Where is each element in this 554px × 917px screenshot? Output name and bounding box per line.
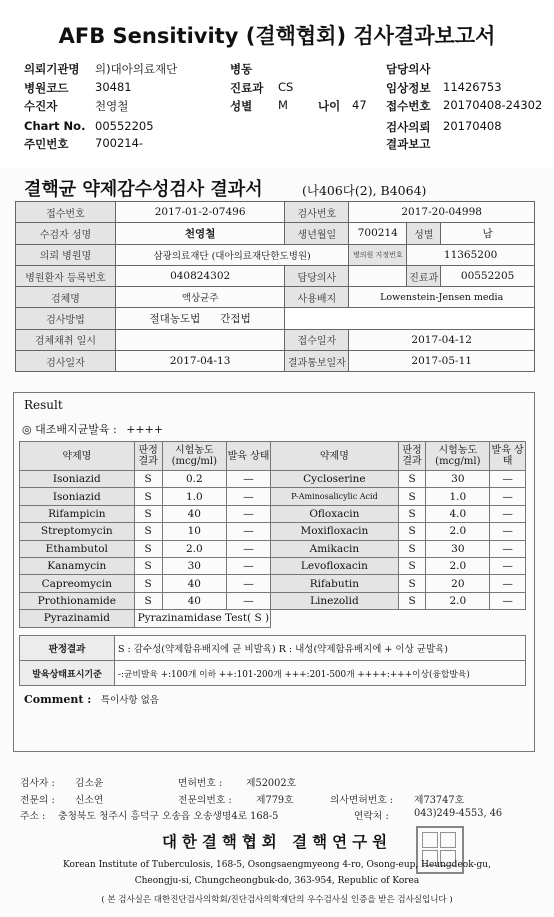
tester-license-value: 제52002호 (246, 778, 297, 789)
drug-left-judge: S (134, 540, 162, 557)
drug-right-name: Moxifloxacin (271, 523, 399, 540)
doctor-license-label: 의사면허번호 : (330, 795, 394, 806)
drug-left-judge: S (134, 471, 162, 488)
drug-right-name: Linezolid (271, 592, 399, 609)
drug-left-growth: — (226, 523, 270, 540)
receive-date-value: 2017-04-12 (349, 329, 535, 350)
sex-label: 성별 (407, 223, 441, 244)
col-growth-right: 발육 상태 (490, 442, 526, 471)
drug-right-name: P-Aminosalicylic Acid (271, 488, 399, 505)
col-drug-right: 약제명 (271, 442, 399, 471)
drug-right-judge: S (398, 557, 426, 574)
receipt-no-label: 접수번호 (386, 99, 431, 113)
drug-right-judge: S (398, 575, 426, 592)
pyrazinamid-blank (271, 610, 526, 627)
receipt-no-label: 접수번호 (16, 202, 116, 223)
dob-label: 생년월일 (285, 223, 349, 244)
drug-left-judge: S (134, 575, 162, 592)
chart-no-value: 00552205 (95, 119, 154, 133)
drug-left-conc: 40 (162, 592, 226, 609)
drug-left-name: Prothionamide (20, 592, 135, 609)
clinical-info-value: 11426753 (443, 80, 502, 94)
drug-sensitivity-table (19, 441, 526, 628)
patient-label: 수진자 (24, 99, 58, 113)
contact-label: 연락처 : (354, 811, 389, 822)
drug-right-name: Rifabutin (271, 575, 399, 592)
drug-left-name: Isoniazid (20, 471, 135, 488)
drug-left-growth: — (226, 488, 270, 505)
drug-right-growth: — (490, 557, 526, 574)
report-title: 결핵균 약제감수성검사 결과서 (24, 179, 263, 200)
col-drug-left: 약제명 (20, 442, 135, 471)
drug-right-growth: — (490, 523, 526, 540)
pyrazinamid-name: Pyrazinamid (20, 610, 135, 627)
drug-left-judge: S (134, 523, 162, 540)
drug-left-name: Kanamycin (20, 557, 135, 574)
col-growth-left: 발육 상태 (226, 442, 270, 471)
request-date-label: 검사의뢰 (386, 120, 431, 134)
drug-left-judge: S (134, 488, 162, 505)
drug-right-name: Amikacin (271, 540, 399, 557)
doctor-license-value: 제73747호 (414, 795, 465, 806)
designated-no-value: 11365200 (407, 244, 535, 265)
chart-no-label: Chart No. (24, 119, 86, 133)
drug-right-conc: 2.0 (426, 557, 490, 574)
institution-value: 의)대아의료재단 (95, 62, 178, 76)
patient-name-label: 수검자 성명 (16, 223, 116, 244)
table-row (20, 557, 526, 574)
growth-legend-text: -:균비발육 +:100개 이하 ++:101-200개 +++:201-500개 ++++:+++이상(융합발육) (115, 661, 526, 686)
drug-right-judge: S (398, 505, 426, 522)
certification-notice: ( 본 검사실은 대한진단검사의학회/진단검사의학재단의 우수검사실 인증을 받은 검사실입니다 ) (101, 895, 453, 905)
table-row (20, 575, 526, 592)
request-date-value: 20170408 (443, 119, 502, 133)
drug-left-growth: — (226, 540, 270, 557)
ward-label: 병동 (230, 62, 253, 76)
drug-right-conc: 20 (426, 575, 490, 592)
drug-right-growth: — (490, 488, 526, 505)
institute-name-korean: 대한결핵협회 결핵연구원 (161, 832, 393, 851)
receive-date-label: 접수일자 (285, 329, 349, 350)
dept-value: 00552205 (441, 265, 535, 286)
doctor-label: 담당의사 (386, 62, 431, 76)
drug-right-conc: 2.0 (426, 592, 490, 609)
drug-right-growth: — (490, 575, 526, 592)
designated-no-label: 병의원 지정번호 (349, 244, 407, 265)
drug-right-growth: — (490, 505, 526, 522)
clinical-info-label: 임상정보 (386, 81, 431, 95)
contact-value: 043)249-4553, 46 (414, 808, 503, 819)
dept-label: 진료과 (407, 265, 441, 286)
page-title: AFB Sensitivity (결핵협회) 검사결과보고서 (58, 24, 496, 48)
sex-value: 남 (441, 223, 535, 244)
control-growth (22, 421, 163, 437)
method-b: 간접법 (220, 313, 251, 326)
drug-right-conc: 1.0 (426, 488, 490, 505)
table-row (20, 488, 526, 505)
drug-right-judge: S (398, 488, 426, 505)
test-no-label: 검사번호 (285, 202, 349, 223)
reg-no-label: 병원환자 등록번호 (16, 265, 116, 286)
drug-left-growth: — (226, 557, 270, 574)
req-hospital-value: 삼광의료재단 (대아의료재단한도병원) (115, 244, 348, 265)
reg-no-value: 040824302 (115, 265, 285, 286)
dept-label: 진료과 (230, 81, 264, 95)
age-label: 나이 (318, 99, 341, 113)
control-growth-value: ++++ (126, 423, 164, 436)
drug-left-growth: — (226, 575, 270, 592)
attending-doctor-label: 담당의사 (285, 265, 349, 286)
dept-value: CS (278, 80, 294, 94)
col-conc-right: 시험농도 (mcg/ml) (426, 442, 490, 471)
institute-address-en-1: Korean Institute of Tuberculosis, 168-5, Osongsaengmyeong 4-ro, Osong-eup, Heungdeok-gu, (63, 860, 491, 870)
req-hospital-label: 의뢰 병원명 (16, 244, 116, 265)
drug-left-judge: S (134, 557, 162, 574)
result-heading: Result (24, 398, 63, 412)
drug-left-name: Rifampicin (20, 505, 135, 522)
specialist-label: 전문의 : (20, 795, 55, 806)
patient-name-value: 천영철 (115, 223, 285, 244)
table-row (20, 523, 526, 540)
address-value: 충청북도 청주시 흥덕구 오송읍 오송생명4로 168-5 (58, 811, 279, 822)
drug-left-judge: S (134, 505, 162, 522)
col-judge-left: 판정 결과 (134, 442, 162, 471)
method-value (115, 308, 285, 329)
drug-right-judge: S (398, 523, 426, 540)
collect-date-value (115, 329, 285, 350)
specimen-label: 검체명 (16, 287, 116, 308)
sex-label: 성별 (230, 99, 253, 113)
specimen-value: 액상균주 (115, 287, 285, 308)
dob-value: 700214 (349, 223, 407, 244)
receipt-no-value: 2017-01-2-07496 (115, 202, 285, 223)
table-row (20, 540, 526, 557)
drug-right-judge: S (398, 471, 426, 488)
report-subtitle: (나406다(2), B4064) (302, 183, 427, 198)
medium-label: 사용배지 (285, 287, 349, 308)
rrn-label: 주민번호 (24, 137, 69, 151)
patient-value: 천영철 (95, 99, 129, 113)
comment-value: 특이사항 없음 (100, 695, 159, 706)
growth-legend-label: 발육상태표시기준 (20, 661, 115, 686)
drug-right-conc: 2.0 (426, 523, 490, 540)
drug-right-judge: S (398, 540, 426, 557)
report-label: 결과보고 (386, 137, 431, 151)
drug-left-growth: — (226, 471, 270, 488)
attending-doctor-value (349, 265, 407, 286)
receipt-no-value: 20170408-24302 (443, 98, 543, 112)
drug-right-name: Levofloxacin (271, 557, 399, 574)
institution-label: 의뢰기관명 (24, 62, 80, 76)
drug-right-name: Cycloserine (271, 471, 399, 488)
drug-left-conc: 0.2 (162, 471, 226, 488)
test-date-label: 검사일자 (16, 351, 116, 372)
method-blank (285, 308, 535, 329)
judge-legend-label: 판정결과 (20, 636, 115, 661)
result-date-value: 2017-05-11 (349, 351, 535, 372)
drug-right-conc: 30 (426, 540, 490, 557)
drug-left-name: Ethambutol (20, 540, 135, 557)
tester-value: 김소윤 (75, 778, 104, 789)
drug-left-conc: 2.0 (162, 540, 226, 557)
drug-left-conc: 1.0 (162, 488, 226, 505)
col-judge-right: 판정 결과 (398, 442, 426, 471)
hospital-code-value: 30481 (95, 80, 132, 94)
age-value: 47 (352, 98, 367, 112)
specialist-no-value: 제779호 (256, 795, 294, 806)
drug-left-judge: S (134, 592, 162, 609)
drug-left-name: Capreomycin (20, 575, 135, 592)
patient-info-table (15, 201, 535, 372)
drug-left-name: Streptomycin (20, 523, 135, 540)
rrn-value: 700214- (95, 136, 144, 150)
method-a: 절대농도법 (149, 313, 201, 326)
col-conc-left: 시험농도 (mcg/ml) (162, 442, 226, 471)
table-row (20, 592, 526, 609)
drug-right-name: Ofloxacin (271, 505, 399, 522)
method-label: 검사방법 (16, 308, 116, 329)
drug-left-growth: — (226, 505, 270, 522)
drug-right-growth: — (490, 540, 526, 557)
drug-right-conc: 4.0 (426, 505, 490, 522)
drug-right-conc: 30 (426, 471, 490, 488)
institute-address-en-2: Cheongju-si, Chungcheongbuk-do, 363-954, Republic of Korea (134, 876, 420, 886)
comment (24, 692, 159, 706)
test-no-value: 2017-20-04998 (349, 202, 535, 223)
tester-license-label: 면허번호 : (178, 778, 223, 789)
table-row (20, 505, 526, 522)
drug-right-growth: — (490, 592, 526, 609)
specialist-no-label: 전문의번호 : (178, 795, 232, 806)
drug-right-growth: — (490, 471, 526, 488)
control-growth-label: ◎ 대조배지균발육 : (22, 423, 117, 436)
medium-value: Lowenstein-Jensen media (349, 287, 535, 308)
specialist-value: 신소연 (75, 795, 104, 806)
sex-value: M (278, 98, 288, 112)
judge-legend-text: S : 감수성(약제함유배지에 균 비발육) R : 내성(약제함유배지에 + 이상 균발육) (115, 636, 526, 661)
hospital-code-label: 병원코드 (24, 81, 69, 95)
collect-date-label: 검체채취 일시 (16, 329, 116, 350)
drug-left-conc: 30 (162, 557, 226, 574)
drug-left-conc: 10 (162, 523, 226, 540)
comment-label: Comment : (24, 693, 92, 706)
drug-left-conc: 40 (162, 505, 226, 522)
result-date-label: 결과통보일자 (285, 351, 349, 372)
drug-right-judge: S (398, 592, 426, 609)
drug-left-growth: — (226, 592, 270, 609)
pyrazinamid-value: Pyrazinamidase Test( S ) (134, 610, 271, 627)
address-label: 주소 : (20, 811, 46, 822)
drug-left-name: Isoniazid (20, 488, 135, 505)
legend-table (19, 635, 526, 686)
tester-label: 검사자 : (20, 778, 55, 789)
table-row (20, 471, 526, 488)
test-date-value: 2017-04-13 (115, 351, 285, 372)
drug-left-conc: 40 (162, 575, 226, 592)
